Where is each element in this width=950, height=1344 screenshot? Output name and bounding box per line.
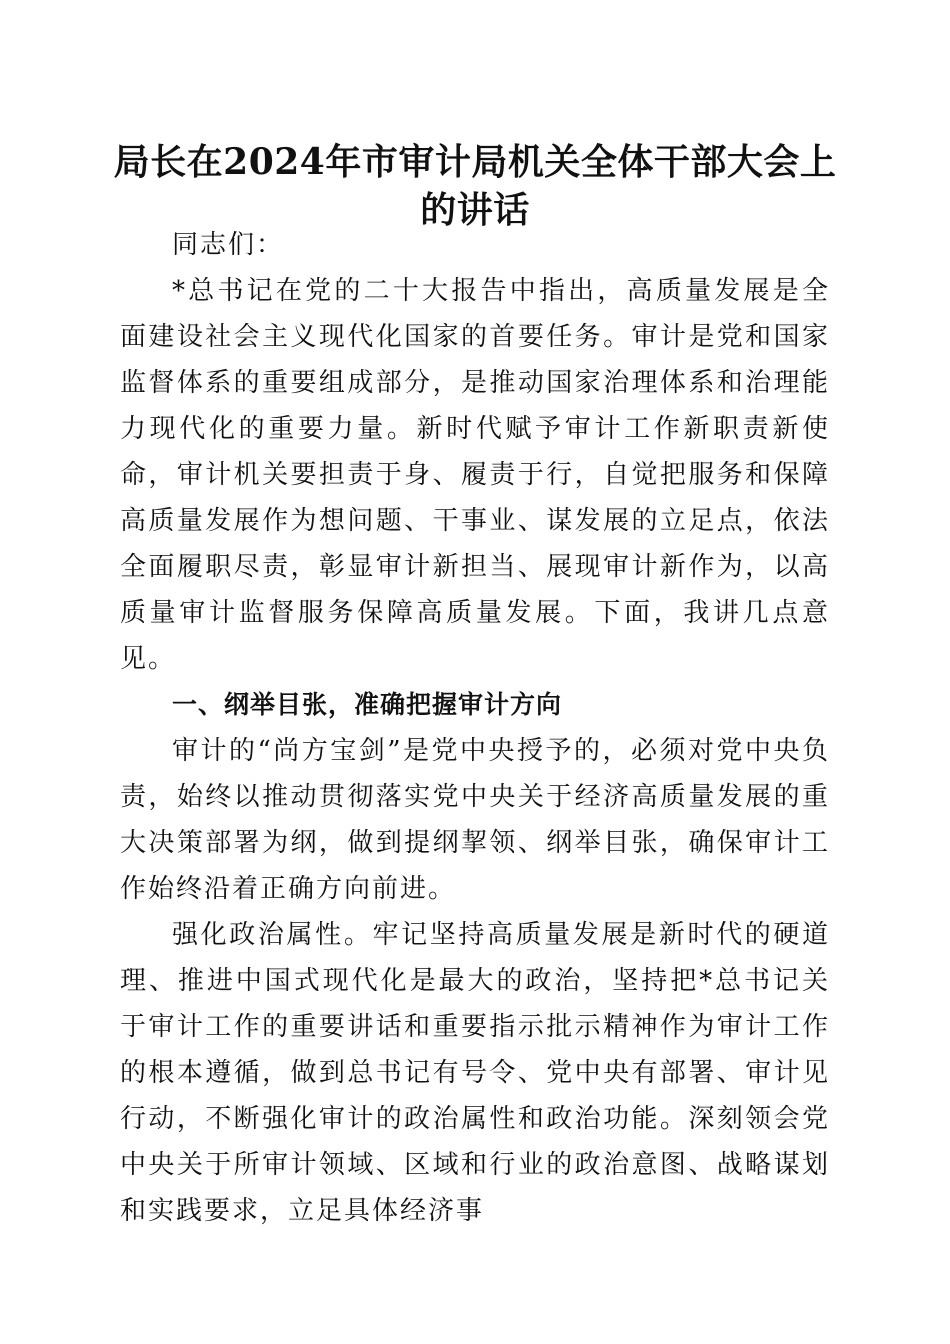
section-paragraph-1: 审计的“尚方宝剑”是党中央授予的，必须对党中央负责，始终以推动贯彻落实党中央关于经济高质量发展的重大决策部署为纲，做到提纲挈领、纲举目张，确保审计工作始终沿着正确方向前进。 — [120, 736, 830, 904]
section-heading: 一、纲举目张，准确把握审计方向 — [172, 690, 563, 719]
document-body — [120, 222, 830, 1234]
salutation: 同志们： — [172, 230, 285, 260]
intro-paragraph: *总书记在党的二十大报告中指出，高质量发展是全面建设社会主义现代化国家的首要任务。审计是党和国家监督体系的重要组成部分，是推动国家治理体系和治理能力现代化的重要力量。新时代赋予审计工作新职责新使命，审计机关要担责于身、履责于行，自觉把服务和保障高质量发展作为想问题、干事业、谋发展的立足点，依法全面履职尽责，彰显审计新担当、展现审计新作为，以高质量审计监督服务保障高质量发展。下面，我讲几点意见。 — [120, 276, 830, 674]
document-title — [110, 138, 840, 234]
title-line-2: 的讲话 — [420, 189, 530, 231]
section-paragraph-2: 强化政治属性。牢记坚持高质量发展是新时代的硬道理、推进中国式现代化是最大的政治，坚持把*总书记关于审计工作的重要讲话和重要指示批示精神作为审计工作的根本遵循，做到总书记有号令、党中央有部署、审计见行动，不断强化审计的政治属性和政治功能。深刻领会党中央关于所审计领域、区域和行业的政治意图、战略谋划和实践要求，立足具体经济事 — [120, 920, 830, 1226]
title-line-1: 局长在2024年市审计局机关全体干部大会上 — [113, 141, 837, 183]
